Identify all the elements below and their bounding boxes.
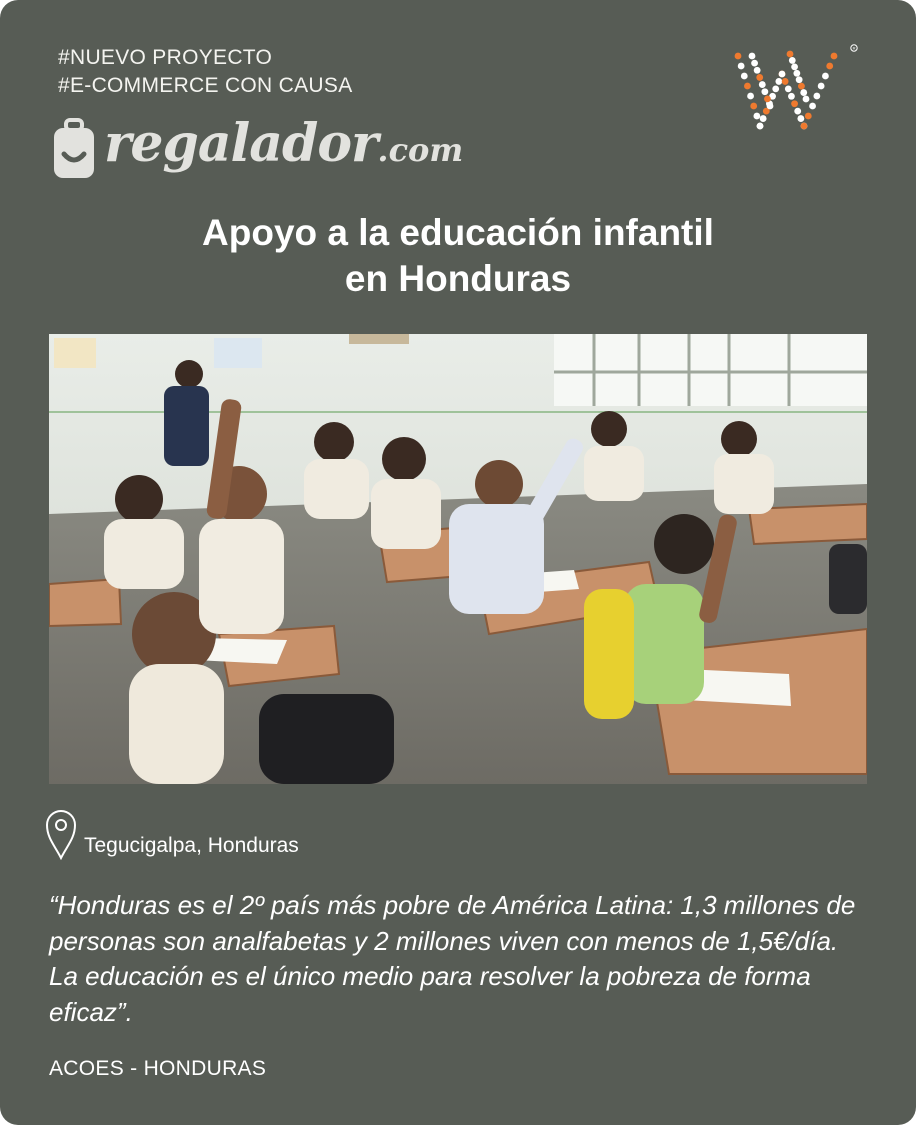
logo-dot <box>753 113 760 120</box>
logo-dot <box>791 100 798 107</box>
logo-dot <box>831 53 838 60</box>
logo-dot <box>738 63 745 70</box>
logo-dot <box>747 93 754 100</box>
title-line-1: Apoyo a la educación infantil <box>202 212 714 253</box>
logo-dot <box>757 123 764 130</box>
location-text: Tegucigalpa, Honduras <box>84 834 299 857</box>
brand-name: regalador <box>104 113 378 174</box>
logo-dot <box>741 73 748 80</box>
logo-dot <box>818 83 825 90</box>
logo-dot <box>813 93 820 100</box>
regalador-logo <box>52 112 472 184</box>
w-dots-logo-icon <box>730 44 860 134</box>
logo-dot <box>822 73 829 80</box>
logo-dot <box>761 88 768 95</box>
logo-dot <box>809 103 816 110</box>
logo-dot <box>794 108 801 115</box>
map-pin-icon <box>44 808 78 860</box>
quote-text: “Honduras es el 2º país más pobre de América Latina: 1,3 millones de personas son analfabetas y 2 millones viven con menos de 1,5€/día. La educación es el único medio para resolver la pobreza de forma eficaz”. <box>49 890 856 1027</box>
logo-dot <box>760 115 767 122</box>
logo-dot <box>791 63 798 70</box>
classroom-photo <box>49 334 867 784</box>
logo-dot <box>754 67 761 74</box>
logo-dot <box>749 53 756 60</box>
logo-dot <box>759 81 766 88</box>
brand-suffix: .com <box>377 131 464 169</box>
logo-dot <box>800 89 807 96</box>
logo-dot <box>797 115 804 122</box>
logo-dot <box>787 51 794 58</box>
logo-dot <box>767 103 774 110</box>
logo-dot <box>798 83 805 90</box>
logo-dot <box>801 123 808 130</box>
logo-dot <box>779 71 786 78</box>
logo-dot <box>805 113 812 120</box>
logo-dot <box>775 78 782 85</box>
quote-source: ACOES - HONDURAS <box>49 1057 267 1080</box>
logo-dot <box>744 83 751 90</box>
logo-dot <box>751 60 758 67</box>
logo-dot <box>772 85 779 92</box>
logo-dot <box>764 95 771 102</box>
logo-dot <box>750 103 757 110</box>
logo-dot <box>782 78 789 85</box>
logo-dot <box>796 76 803 83</box>
logo-dot <box>735 53 742 60</box>
logo-dot <box>793 70 800 77</box>
logo-dot <box>785 85 792 92</box>
logo-dot <box>789 57 796 64</box>
title-line-2: en Honduras <box>344 258 572 299</box>
hashtag-new-project: #NUEVO PROYECTO <box>58 46 273 69</box>
page-title <box>0 210 916 302</box>
hashtags <box>58 44 353 100</box>
classroom-illustration <box>49 334 867 784</box>
logo-dot <box>803 96 810 103</box>
logo-dot <box>788 93 795 100</box>
logo-dot <box>826 63 833 70</box>
svg-text:R: R <box>852 45 856 51</box>
brand-wordmark <box>104 112 463 182</box>
gift-bag-icon <box>52 118 96 180</box>
logo-dot <box>756 74 763 81</box>
hashtag-ecommerce: #E-COMMERCE CON CAUSA <box>58 74 353 97</box>
